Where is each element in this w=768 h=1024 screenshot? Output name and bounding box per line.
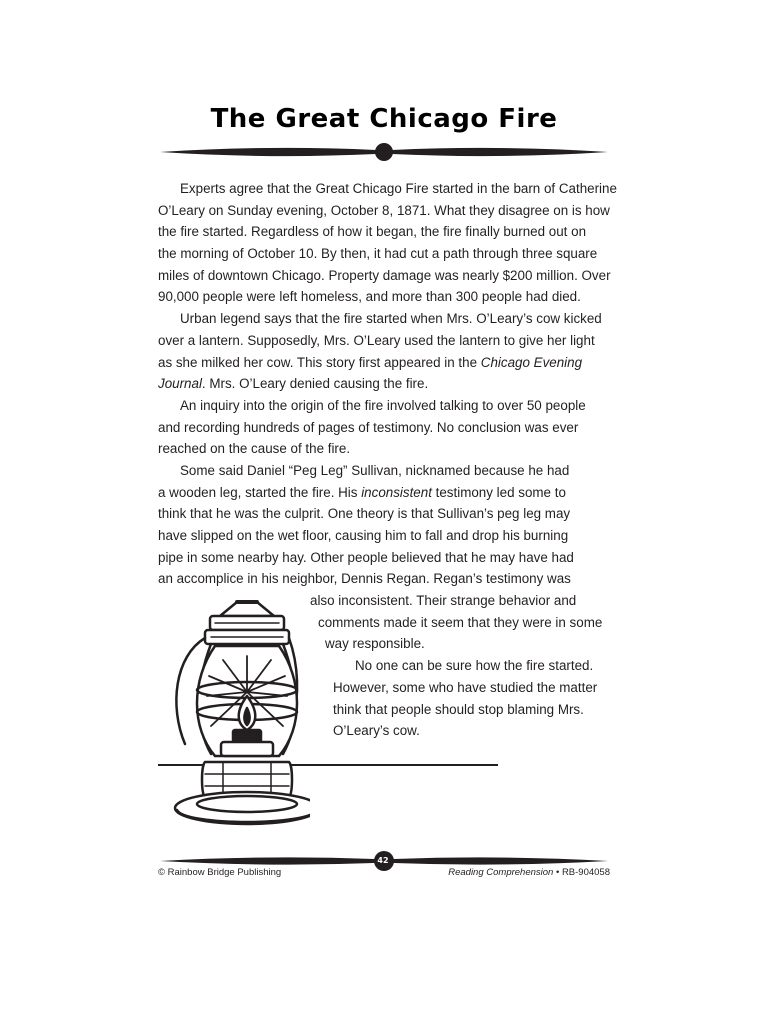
text-line: pipe in some nearby hay. Other people believed that he may have had xyxy=(158,549,574,565)
book-title: Reading Comprehension xyxy=(448,867,554,878)
text-segment: testimony led some to xyxy=(431,484,566,500)
text-segment: as she milked her cow. This story first appeared in the xyxy=(158,354,481,370)
text-line: reached on the cause of the fire. xyxy=(158,441,351,457)
text-line: and recording hundreds of pages of testimony. No conclusion was ever xyxy=(158,419,579,435)
text-line: also inconsistent. Their strange behavior and xyxy=(310,593,577,609)
text-line: miles of downtown Chicago. Property damage was nearly $200 million. Over xyxy=(158,267,611,283)
text-line: an accomplice in his neighbor, Dennis Regan. Regan’s testimony was xyxy=(158,571,571,587)
text-line: O’Leary on Sunday evening, October 8, 1871. What they disagree on is how xyxy=(158,202,610,218)
text-line: way responsible. xyxy=(325,636,425,652)
text-segment: . Mrs. O’Leary denied causing the fire. xyxy=(201,376,429,392)
text-line xyxy=(158,482,610,504)
vocabulary-word: inconsistent xyxy=(361,484,432,500)
publication-name: Chicago Evening xyxy=(480,354,583,370)
text-line: Urban legend says that the fire started when Mrs. O’Leary’s cow kicked xyxy=(180,311,602,327)
book-reference xyxy=(448,867,610,878)
page-number: 42 xyxy=(377,856,389,865)
text-line: have slipped on the wet floor, causing him to fall and drop his burning xyxy=(158,528,569,543)
text-line xyxy=(158,373,610,395)
footer-separator: • xyxy=(553,867,562,878)
text-line: think that he was the culprit. One theory is that Sullivan’s peg leg may xyxy=(158,506,571,522)
text-line: comments made it seem that they were in some xyxy=(318,614,603,630)
text-line: However, some who have studied the matter xyxy=(333,679,598,695)
title-divider xyxy=(158,141,610,163)
text-line: over a lantern. Supposedly, Mrs. O’Leary used the lantern to give her light xyxy=(158,332,595,348)
text-line: Experts agree that the Great Chicago Fire started in the barn of Catherine xyxy=(180,181,617,196)
text-line: An inquiry into the origin of the fire involved talking to over 50 people xyxy=(180,397,586,413)
page-title: The Great Chicago Fire xyxy=(210,104,558,134)
publication-name: Journal xyxy=(158,376,202,392)
book-code: RB-904058 xyxy=(561,867,610,878)
text-line: think that people should stop blaming Mrs. xyxy=(333,701,584,717)
text-line: Some said Daniel “Peg Leg” Sullivan, nicknamed because he had xyxy=(180,462,570,478)
copyright-notice: © Rainbow Bridge Publishing xyxy=(158,867,282,878)
text-line xyxy=(158,352,610,374)
oil-lantern-icon xyxy=(165,596,310,836)
text-line: No one can be sure how the fire started. xyxy=(355,658,594,674)
text-line: 90,000 people were left homeless, and more than 300 people had died. xyxy=(158,289,581,305)
text-segment: a wooden leg, started the fire. His xyxy=(158,484,362,500)
text-line: the fire started. Regardless of how it began, the fire finally burned out on xyxy=(158,224,587,240)
text-line: O’Leary’s cow. xyxy=(333,723,420,739)
text-line: the morning of October 10. By then, it had cut a path through three square xyxy=(158,246,598,262)
